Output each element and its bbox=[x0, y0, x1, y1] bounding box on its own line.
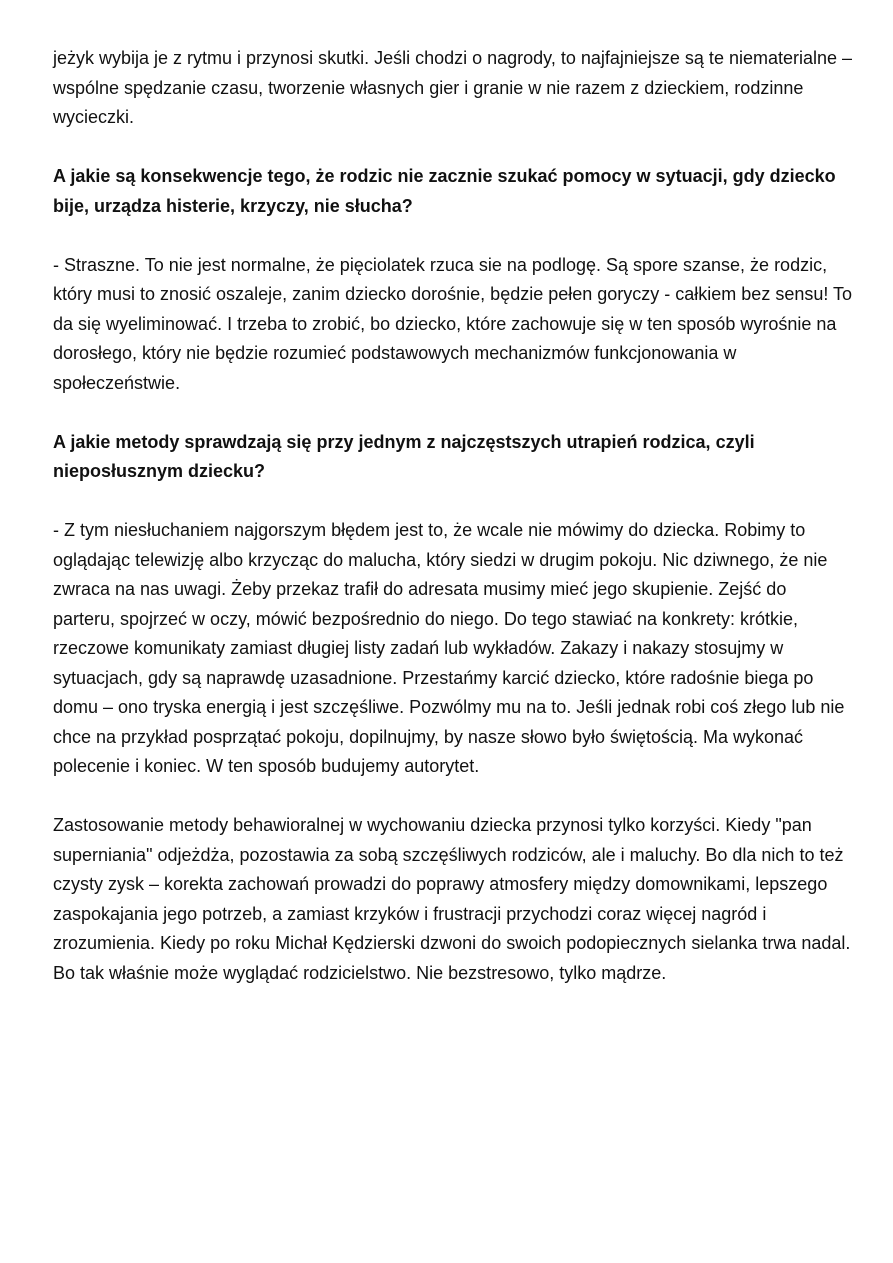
paragraph: - Straszne. To nie jest normalne, że pięciolatek rzuca sie na podlogę. Są spore szanse, że rodzic, który musi to znosić oszaleje, zanim dziecko dorośnie, będzie pełen goryczy - całkiem bez sensu! To da się wyeliminować. I trzeba to zrobić, bo dziecko, które zachowuje się w ten sposób wyrośnie na dorosłego, który nie będzie rozumieć podstawowych mechanizmów funkcjonowania w społeczeństwie. bbox=[53, 254, 853, 393]
paragraph: Zastosowanie metody behawioralnej w wychowaniu dziecka przynosi tylko korzyści. Kiedy "pan superniania" odjeżdża, pozostawia za sobą szczęśliwych rodziców, ale i maluchy. Bo dla nich to też czysty zysk – korekta zachowań prowadzi do poprawy atmosfery między domownikami, lepszego zaspokajania jego potrzeb, a zamiast krzyków i frustracji przychodzi coraz więcej nagród i zrozumienia. Kiedy po roku Michał Kędzierski dzwoni do swoich podopiecznych sielanka trwa nadal. Bo tak właśnie może wyglądać rodzicielstwo. Nie bezstresowo, tylko mądrze. bbox=[53, 815, 851, 983]
document-page bbox=[53, 44, 853, 1018]
interview-question: A jakie metody sprawdzają się przy jednym z najczęstszych utrapień rodzica, czyli nieposłusznym dziecku? bbox=[53, 431, 755, 481]
paragraph: - Z tym niesłuchaniem najgorszym błędem jest to, że wcale nie mówimy do dziecka. Robimy to oglądając telewizję albo krzycząc do malucha, który siedzi w drugim pokoju. Nic dziwnego, że nie zwraca na nas uwagi. Żeby przekaz trafił do adresata musimy mieć jego skupienie. Zejść do parteru, spojrzeć w oczy, mówić bezpośrednio do niego. Do tego stawiać na konkrety: krótkie, rzeczowe komunikaty zamiast długiej listy zadań lub wykładów. Zakazy i nakazy stosujmy w sytuacjach, gdy są naprawdę uzasadnione. Przestańmy karcić dziecko, które radośnie biega po domu – ono tryska energią i jest szczęśliwe. Pozwólmy mu na to. Jeśli jednak robi coś złego lub nie chce na przykład posprzątać pokoju, dopilnujmy, by nasze słowo było świętością. Ma wykonać polecenie i koniec. W ten sposób budujemy autorytet. bbox=[53, 520, 845, 776]
paragraph: jeżyk wybija je z rytmu i przynosi skutki. Jeśli chodzi o nagrody, to najfajniejsze są te niematerialne – wspólne spędzanie czasu, tworzenie własnych gier i granie w nie razem z dzieckiem, rodzinne wycieczki. bbox=[53, 48, 853, 127]
interview-question: A jakie są konsekwencje tego, że rodzic nie zacznie szukać pomocy w sytuacji, gdy dziecko bije, urządza histerie, krzyczy, nie słucha? bbox=[53, 166, 836, 216]
